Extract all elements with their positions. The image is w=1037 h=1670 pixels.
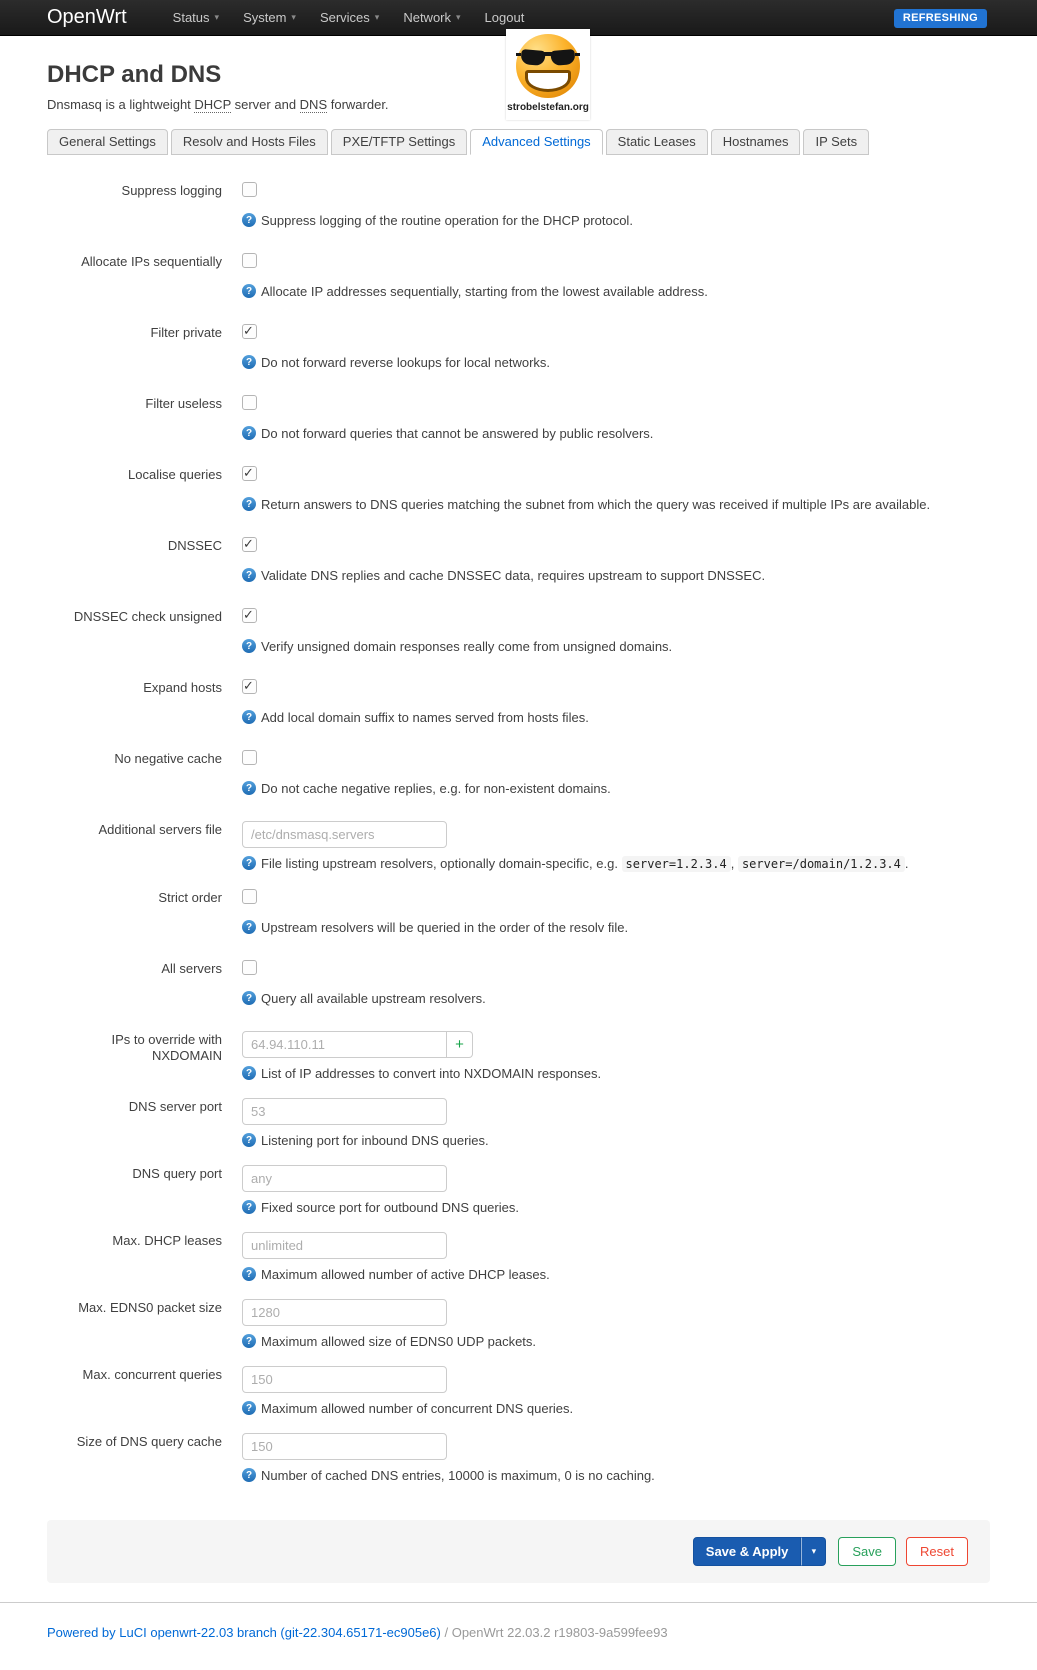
- help-icon: ?: [242, 213, 256, 227]
- help-icon: ?: [242, 1200, 256, 1214]
- field-description-text: [261, 283, 708, 300]
- help-icon: ?: [242, 355, 256, 369]
- checkbox-expand-hosts: [242, 679, 257, 694]
- help-icon: ?: [242, 497, 256, 511]
- field-description: [242, 1333, 990, 1350]
- field-description: [242, 1467, 990, 1484]
- field-label: DNS server port: [128, 1099, 222, 1114]
- checkbox-dnssec: [242, 537, 257, 552]
- allocate-ips-sequentially-checkbox[interactable]: [242, 253, 257, 268]
- form-row-dns-server-port: [47, 1098, 990, 1149]
- field-label: No negative cache: [114, 751, 222, 766]
- no-negative-cache-checkbox[interactable]: [242, 750, 257, 765]
- description-segment: File listing upstream resolvers, optionally domain-specific, e.g.: [261, 856, 622, 871]
- form-row-localise-queries: [47, 466, 990, 513]
- tabs: [47, 129, 990, 155]
- form-row-max-dhcp-leases: [47, 1232, 990, 1283]
- field-control: [242, 1366, 990, 1417]
- description-segment: List of IP addresses to convert into NXDOMAIN responses.: [261, 1066, 602, 1081]
- field-description: [242, 1400, 990, 1417]
- description-segment: Do not cache negative replies, e.g. for non-existent domains.: [261, 781, 611, 796]
- tab-static-leases[interactable]: Static Leases: [606, 129, 708, 155]
- field-control: [242, 1098, 990, 1149]
- sunglasses-icon: [520, 50, 576, 66]
- description-segment: Allocate IP addresses sequentially, starting from the lowest available address.: [261, 284, 708, 299]
- checkbox-no-negative-cache: [242, 750, 257, 765]
- field-control: [242, 1031, 990, 1082]
- help-icon: ?: [242, 284, 256, 298]
- field-description-text: [261, 425, 653, 442]
- description-segment: Maximum allowed number of active DHCP leases.: [261, 1267, 550, 1282]
- field-control: [242, 1232, 990, 1283]
- form-rows: [47, 182, 990, 1484]
- field-description-text: [261, 212, 633, 229]
- form-row-dnssec-check-unsigned: [47, 608, 990, 655]
- description-segment: Maximum allowed number of concurrent DNS queries.: [261, 1401, 574, 1416]
- field-control: [242, 253, 990, 300]
- checkbox-dnssec-check-unsigned: [242, 608, 257, 623]
- field-control: [242, 324, 990, 371]
- chevron-down-icon: ▾: [291, 12, 296, 22]
- field-label: DNSSEC: [167, 538, 222, 553]
- field-description: [242, 990, 990, 1007]
- field-control: [242, 1433, 990, 1484]
- nav-item-network[interactable]: [391, 10, 472, 25]
- tab-pxe-tftp-settings[interactable]: PXE/TFTP Settings: [331, 129, 467, 155]
- help-icon: ?: [242, 639, 256, 653]
- page-title: DHCP and DNS: [47, 61, 222, 88]
- help-icon: ?: [242, 856, 256, 870]
- filter-private-checkbox[interactable]: [242, 324, 257, 339]
- form-row-dns-query-port: [47, 1165, 990, 1216]
- field-label: Max. concurrent queries: [82, 1367, 222, 1382]
- ips-to-override-with-nxdomain-dynlist: [242, 1031, 473, 1058]
- description-segment: .: [904, 856, 909, 871]
- nav-item-label: System: [243, 10, 287, 25]
- checkmark-icon: ✓: [243, 607, 254, 622]
- form-row-filter-useless: [47, 395, 990, 442]
- action-bar: [47, 1520, 990, 1583]
- description-segment: Validate DNS replies and cache DNSSEC data, requires upstream to support DNSSEC.: [261, 568, 766, 583]
- additional-servers-file-input[interactable]: [242, 821, 447, 848]
- form-row-all-servers: [47, 960, 990, 1007]
- checkmark-icon: ✓: [243, 536, 254, 551]
- field-label: Max. DHCP leases: [112, 1233, 222, 1248]
- field-label: Localise queries: [128, 467, 222, 482]
- field-label: Size of DNS query cache: [76, 1434, 222, 1449]
- ips-to-override-with-nxdomain-input[interactable]: [242, 1031, 447, 1058]
- help-icon: ?: [242, 1468, 256, 1482]
- nav-item-system[interactable]: [231, 10, 308, 25]
- field-description: [242, 283, 990, 300]
- field-label: Allocate IPs sequentially: [81, 254, 222, 269]
- field-description: [242, 1132, 990, 1149]
- field-control: [242, 960, 990, 1007]
- field-description-text: [261, 1266, 550, 1283]
- help-icon: ?: [242, 1334, 256, 1348]
- checkmark-icon: ✓: [243, 323, 254, 338]
- field-control: [242, 395, 990, 442]
- field-control: [242, 1165, 990, 1216]
- field-label: DNSSEC check unsigned: [73, 609, 222, 624]
- description-segment: Do not forward queries that cannot be answered by public resolvers.: [261, 426, 654, 441]
- expand-hosts-checkbox[interactable]: [242, 679, 257, 694]
- save-apply-button-group: [693, 1537, 827, 1566]
- help-icon: ?: [242, 1066, 256, 1080]
- field-description: [242, 1065, 990, 1082]
- dnssec-check-unsigned-checkbox[interactable]: [242, 608, 257, 623]
- field-description-text: [261, 709, 589, 726]
- field-description: [242, 638, 990, 655]
- code-example: server=1.2.3.4: [622, 856, 731, 872]
- max-edns0-packet-size-input[interactable]: [242, 1299, 447, 1326]
- field-label: Max. EDNS0 packet size: [78, 1300, 222, 1315]
- field-description-text: [261, 855, 909, 873]
- chevron-down-icon: ▾: [374, 12, 380, 22]
- description-segment: Do not forward reverse lookups for local networks.: [261, 355, 551, 370]
- brand-logo[interactable]: OpenWrt: [47, 6, 127, 28]
- form-row-strict-order: [47, 889, 990, 936]
- field-description-text: [261, 1132, 489, 1149]
- form-row-no-negative-cache: [47, 750, 990, 797]
- form-row-max-concurrent-queries: [47, 1366, 990, 1417]
- field-description: [242, 709, 990, 726]
- description-segment: Listening port for inbound DNS queries.: [261, 1133, 489, 1148]
- localise-queries-checkbox[interactable]: [242, 466, 257, 481]
- chevron-down-icon: ▾: [456, 12, 461, 22]
- field-label: Expand hosts: [143, 680, 222, 695]
- field-description-text: [261, 990, 486, 1007]
- field-description: [242, 425, 990, 442]
- field-description: [242, 354, 990, 371]
- size-of-dns-query-cache-input[interactable]: [242, 1433, 447, 1460]
- tab-general-settings[interactable]: General Settings: [47, 129, 168, 155]
- code-example: server=/domain/1.2.3.4: [738, 856, 905, 872]
- field-label: Strict order: [158, 890, 222, 905]
- abbr-dns: DNS: [299, 97, 328, 112]
- field-control: [242, 679, 990, 726]
- form-row-suppress-logging: [47, 182, 990, 229]
- subtitle-text: server and: [231, 97, 300, 112]
- smile-shape: [525, 70, 571, 92]
- field-description-text: [261, 638, 672, 655]
- field-description: [242, 567, 990, 584]
- help-icon: ?: [242, 1267, 256, 1281]
- checkbox-strict-order: [242, 889, 257, 904]
- field-description: [242, 212, 990, 229]
- form-row-size-of-dns-query-cache: [47, 1433, 990, 1484]
- max-dhcp-leases-input[interactable]: [242, 1232, 447, 1259]
- subtitle-text: forwarder.: [327, 97, 389, 112]
- description-segment: Fixed source port for outbound DNS queries.: [261, 1200, 519, 1215]
- description-segment: Upstream resolvers will be queried in the order of the resolv file.: [261, 920, 629, 935]
- help-icon: ?: [242, 991, 256, 1005]
- nav-item-services[interactable]: [308, 10, 391, 25]
- description-segment: Suppress logging of the routine operation for the DHCP protocol.: [261, 213, 633, 228]
- field-control: [242, 537, 990, 584]
- field-control: [242, 1299, 990, 1350]
- form-row-ips-to-override-with-nxdomain: [47, 1031, 990, 1082]
- add-icon: +: [455, 1036, 464, 1053]
- field-description: [242, 855, 990, 873]
- description-segment: Number of cached DNS entries, 10000 is maximum, 0 is no caching.: [261, 1468, 655, 1483]
- smiley-face-icon: [516, 34, 580, 98]
- checkmark-icon: ✓: [243, 465, 254, 480]
- max-concurrent-queries-input[interactable]: [242, 1366, 447, 1393]
- dnssec-checkbox[interactable]: [242, 537, 257, 552]
- field-description: [242, 919, 990, 936]
- field-label: Suppress logging: [121, 183, 222, 198]
- tab-resolv-and-hosts-files[interactable]: Resolv and Hosts Files: [171, 129, 328, 155]
- checkmark-icon: ✓: [243, 678, 254, 693]
- field-description-text: [261, 1400, 573, 1417]
- field-control: [242, 466, 990, 513]
- field-description-text: [261, 1065, 601, 1082]
- add-entry-button[interactable]: [447, 1031, 473, 1058]
- nav-item-label: Services: [319, 10, 370, 25]
- help-icon: ?: [242, 568, 256, 582]
- field-description-text: [261, 1467, 655, 1484]
- field-label: All servers: [161, 961, 222, 976]
- nav-menu: [161, 10, 537, 25]
- watermark-text: strobelstefan.org: [507, 102, 589, 113]
- description-segment: ,: [730, 856, 738, 871]
- watermark-logo: [506, 29, 590, 120]
- suppress-logging-checkbox[interactable]: [242, 182, 257, 197]
- checkbox-suppress-logging: [242, 182, 257, 197]
- help-icon: ?: [242, 710, 256, 724]
- filter-useless-checkbox[interactable]: [242, 395, 257, 410]
- form-row-allocate-ips-sequentially: [47, 253, 990, 300]
- field-description-text: [261, 1333, 536, 1350]
- nav-item-status[interactable]: [161, 10, 231, 25]
- chevron-down-icon: ▾: [811, 1546, 817, 1556]
- field-label: Filter private: [150, 325, 222, 340]
- chevron-down-icon: ▾: [214, 12, 220, 22]
- nav-item-label: Logout: [484, 10, 525, 25]
- field-label: Filter useless: [145, 396, 222, 411]
- field-description: [242, 780, 990, 797]
- powered-by-link[interactable]: Powered by LuCI openwrt-22.03 branch (git-22.304.65171-ec905e6): [47, 1625, 441, 1640]
- field-control: [242, 889, 990, 936]
- field-description-text: [261, 496, 930, 513]
- form-row-filter-private: [47, 324, 990, 371]
- field-description-text: [261, 1199, 519, 1216]
- field-description-text: [261, 567, 765, 584]
- field-description: [242, 496, 990, 513]
- field-label: IPs to override with NXDOMAIN: [111, 1032, 222, 1063]
- field-label: Additional servers file: [98, 822, 222, 837]
- dns-server-port-input[interactable]: [242, 1098, 447, 1125]
- tab-hostnames[interactable]: Hostnames: [711, 129, 801, 155]
- description-segment: Maximum allowed size of EDNS0 UDP packets.: [261, 1334, 537, 1349]
- checkbox-filter-useless: [242, 395, 257, 410]
- save-button[interactable]: Save: [838, 1537, 896, 1566]
- field-label: DNS query port: [132, 1166, 222, 1181]
- field-description: [242, 1266, 990, 1283]
- tab-advanced-settings[interactable]: Advanced Settings: [470, 129, 602, 155]
- field-control: [242, 750, 990, 797]
- help-icon: ?: [242, 1133, 256, 1147]
- help-icon: ?: [242, 1401, 256, 1415]
- form-row-expand-hosts: [47, 679, 990, 726]
- subtitle-text: Dnsmasq is a lightweight: [47, 97, 195, 112]
- help-icon: ?: [242, 781, 256, 795]
- field-control: [242, 182, 990, 229]
- nav-item-label: Status: [172, 10, 210, 25]
- abbr-dhcp: DHCP: [194, 97, 232, 112]
- checkbox-all-servers: [242, 960, 257, 975]
- footer-separator: /: [440, 1625, 452, 1640]
- field-description-text: [261, 919, 628, 936]
- all-servers-checkbox[interactable]: [242, 960, 257, 975]
- field-description-text: [261, 354, 550, 371]
- main-content: [47, 61, 990, 1583]
- field-control: [242, 608, 990, 655]
- description-segment: Query all available upstream resolvers.: [261, 991, 486, 1006]
- dns-query-port-input[interactable]: [242, 1165, 447, 1192]
- field-description: [242, 1199, 990, 1216]
- field-description-text: [261, 780, 611, 797]
- help-icon: ?: [242, 426, 256, 440]
- checkbox-filter-private: [242, 324, 257, 339]
- form-row-dnssec: [47, 537, 990, 584]
- reset-button[interactable]: Reset: [906, 1537, 968, 1566]
- form-row-max-edns0-packet-size: [47, 1299, 990, 1350]
- tab-content-advanced-settings: [47, 155, 990, 1583]
- checkbox-allocate-ips-sequentially: [242, 253, 257, 268]
- checkbox-localise-queries: [242, 466, 257, 481]
- footer: [0, 1603, 1037, 1670]
- nav-item-logout[interactable]: [473, 10, 537, 25]
- description-segment: Add local domain suffix to names served from hosts files.: [261, 710, 589, 725]
- field-control: [242, 821, 990, 873]
- save-apply-dropdown-button[interactable]: [801, 1537, 826, 1566]
- save-apply-button[interactable]: Save & Apply: [693, 1537, 802, 1566]
- footer-version: OpenWrt 22.03.2 r19803-9a599fee93: [451, 1625, 668, 1640]
- help-icon: ?: [242, 920, 256, 934]
- tab-ip-sets[interactable]: IP Sets: [803, 129, 869, 155]
- form-row-additional-servers-file: [47, 821, 990, 873]
- description-segment: Return answers to DNS queries matching the subnet from which the query was received if multiple IPs are available.: [261, 497, 931, 512]
- strict-order-checkbox[interactable]: [242, 889, 257, 904]
- nav-item-label: Network: [403, 10, 452, 25]
- description-segment: Verify unsigned domain responses really come from unsigned domains.: [261, 639, 673, 654]
- refreshing-status-badge[interactable]: REFRESHING: [894, 9, 987, 28]
